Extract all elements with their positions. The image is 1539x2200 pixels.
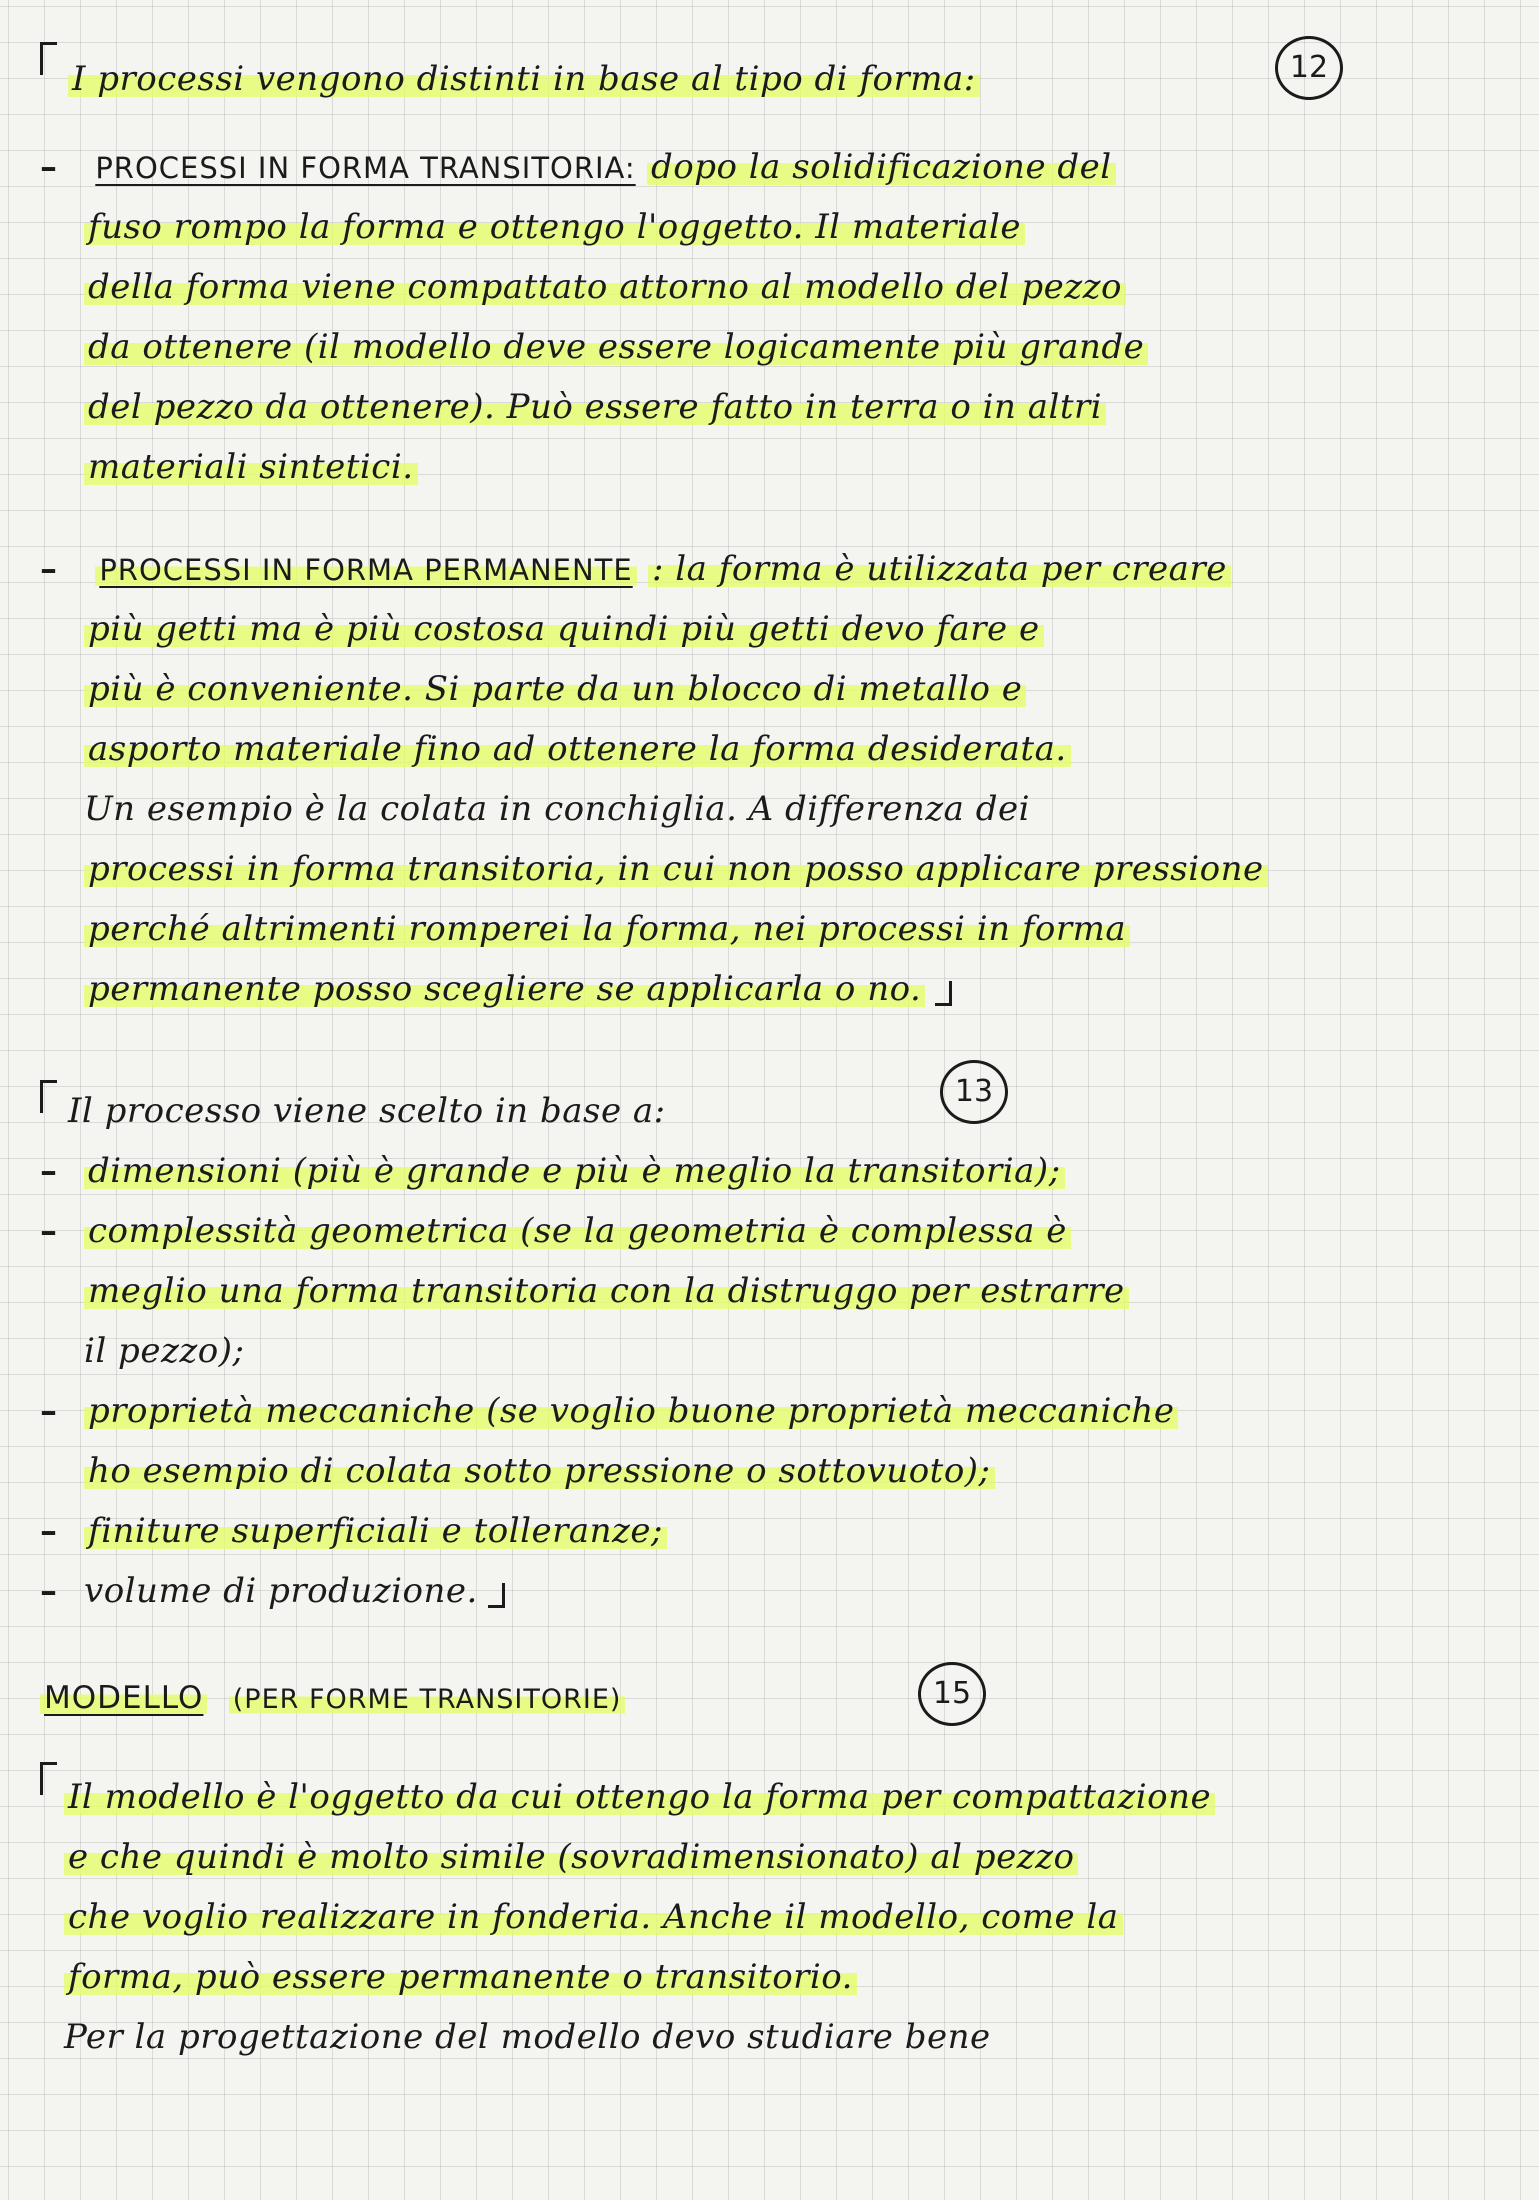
model-line-1: e che quindi è molto simile (sovradimensionato) al pezzo — [64, 1837, 1078, 1877]
intro-block — [40, 50, 1480, 110]
transient-title: PROCESSI IN FORMA TRANSITORIA: — [95, 151, 636, 185]
choice-item-text: il pezzo); — [84, 1331, 245, 1371]
permanent-line — [40, 780, 1480, 840]
page-number-mid: 13 — [940, 1060, 1008, 1124]
choice-item-text: complessità geometrica (se la geometria è complessa è — [84, 1211, 1071, 1251]
permanent-title-line — [40, 540, 1480, 600]
model-line — [40, 1768, 1480, 1828]
choice-item — [40, 1562, 1480, 1622]
transient-line-4: del pezzo da ottenere). Può essere fatto in terra o in altri — [84, 387, 1106, 427]
choice-item-text: finiture superficiali e tolleranze; — [84, 1511, 667, 1551]
intro-line — [40, 50, 1480, 110]
permanent-line-4: Un esempio è la colata in conchiglia. A differenza dei — [84, 789, 1030, 829]
permanent-line-7: permanente posso scegliere se applicarla o no. — [84, 969, 925, 1009]
transient-section — [40, 138, 1480, 498]
permanent-line — [40, 600, 1480, 660]
choice-item-text: dimensioni (più è grande e più è meglio la transitoria); — [84, 1151, 1065, 1191]
model-subtitle: (PER FORME TRANSITORIE) — [229, 1684, 626, 1715]
bullet-dash: – — [40, 1391, 58, 1431]
permanent-line — [40, 720, 1480, 780]
permanent-section — [40, 540, 1480, 1020]
bullet-dash: – — [40, 147, 58, 187]
model-line-4: Per la progettazione del modello devo studiare bene — [64, 2017, 991, 2057]
permanent-line-2: più è conveniente. Si parte da un blocco di metallo e — [84, 669, 1026, 709]
permanent-line-3: asporto materiale fino ad ottenere la forma desiderata. — [84, 729, 1071, 769]
choice-intro: Il processo viene scelto in base a: — [68, 1091, 666, 1131]
permanent-line — [40, 960, 1480, 1020]
bullet-dash: – — [40, 549, 58, 589]
intro-text: I processi vengono distinti in base al tipo di forma: — [68, 59, 980, 99]
choice-intro-line — [40, 1082, 1480, 1142]
permanent-line-1: più getti ma è più costosa quindi più getti devo fare e — [84, 609, 1044, 649]
model-line-0: Il modello è l'oggetto da cui ottengo la forma per compattazione — [64, 1777, 1215, 1817]
choice-item — [40, 1502, 1480, 1562]
transient-title-line — [40, 138, 1480, 198]
choice-item-cont — [40, 1262, 1480, 1322]
transient-line — [40, 438, 1480, 498]
choice-item-cont — [40, 1322, 1480, 1382]
page-number-model: 15 — [918, 1662, 986, 1726]
choice-section — [40, 1082, 1480, 1622]
close-bracket-mark — [488, 1583, 505, 1608]
page-number-top: 12 — [1275, 36, 1343, 100]
choice-item-text: meglio una forma transitoria con la distruggo per estrarre — [84, 1271, 1129, 1311]
permanent-line — [40, 660, 1480, 720]
model-section — [40, 1768, 1480, 2068]
permanent-line-6: perché altrimenti romperei la forma, nei processi in forma — [84, 909, 1130, 949]
choice-item-cont — [40, 1442, 1480, 1502]
model-line — [40, 1888, 1480, 1948]
model-heading — [40, 1668, 1480, 1728]
transient-line — [40, 198, 1480, 258]
permanent-title: PROCESSI IN FORMA PERMANENTE — [95, 553, 636, 587]
model-title: MODELLO — [40, 1680, 207, 1716]
choice-item — [40, 1382, 1480, 1442]
choice-item — [40, 1142, 1480, 1202]
model-line — [40, 2008, 1480, 2068]
transient-line-2: della forma viene compattato attorno al modello del pezzo — [84, 267, 1126, 307]
permanent-line-0: : la forma è utilizzata per creare — [648, 549, 1231, 589]
model-heading-line — [40, 1668, 1480, 1728]
choice-item-text: volume di produzione. — [84, 1571, 478, 1611]
permanent-line — [40, 900, 1480, 960]
model-line-3: forma, può essere permanente o transitorio. — [64, 1957, 857, 1997]
transient-line-1: fuso rompo la forma e ottengo l'oggetto. Il materiale — [84, 207, 1025, 247]
bullet-dash: – — [40, 1571, 58, 1611]
permanent-line — [40, 840, 1480, 900]
transient-line-3: da ottenere (il modello deve essere logicamente più grande — [84, 327, 1148, 367]
bullet-dash: – — [40, 1151, 58, 1191]
close-bracket-mark — [935, 981, 952, 1006]
model-line-2: che voglio realizzare in fonderia. Anche il modello, come la — [64, 1897, 1123, 1937]
choice-item — [40, 1202, 1480, 1262]
bullet-dash: – — [40, 1511, 58, 1551]
model-line — [40, 1948, 1480, 2008]
permanent-line-5: processi in forma transitoria, in cui non posso applicare pressione — [84, 849, 1268, 889]
choice-item-text: ho esempio di colata sotto pressione o sottovuoto); — [84, 1451, 995, 1491]
model-line — [40, 1828, 1480, 1888]
bullet-dash: – — [40, 1211, 58, 1251]
transient-line-5: materiali sintetici. — [84, 447, 418, 487]
transient-line — [40, 258, 1480, 318]
transient-line — [40, 318, 1480, 378]
transient-line — [40, 378, 1480, 438]
transient-line-0: dopo la solidificazione del — [647, 147, 1116, 187]
choice-item-text: proprietà meccaniche (se voglio buone proprietà meccaniche — [84, 1391, 1178, 1431]
